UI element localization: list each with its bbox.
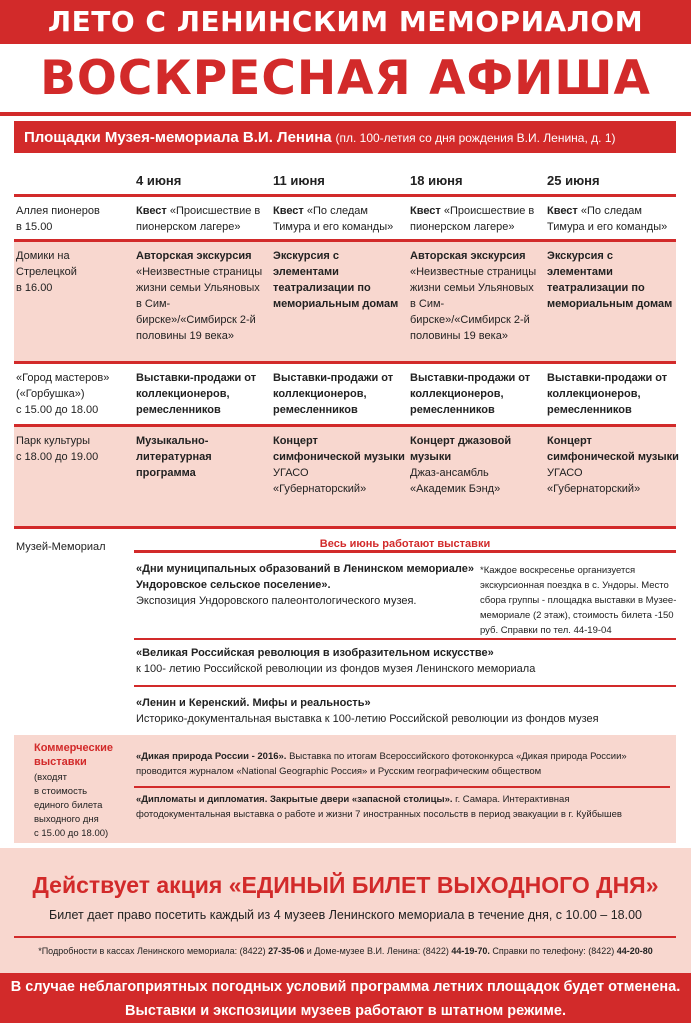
event-cell <box>410 370 542 418</box>
event-cell <box>410 203 542 235</box>
page-title: ВОСКРЕСНАЯ АФИША <box>40 51 651 106</box>
contact-text: Справки по телефону: (8422) <box>489 946 617 956</box>
event-title: Квест <box>410 205 441 217</box>
commercial-item <box>136 792 666 822</box>
commercial-item <box>136 749 666 779</box>
schedule-row <box>14 427 679 529</box>
commercial-item-text: г. Самара. Интерактивная фотодокументальная выставка о работе и жизни 7 иностранных посольств в период эвакуации в г. Куйбышев <box>136 794 622 820</box>
commercial-divider <box>134 786 670 788</box>
header-line-1: ЛЕТО С ЛЕНИНСКИМ МЕМОРИАЛОМ <box>0 0 691 44</box>
exhibition-desc: к 100- летию Российской революции из фондов музея Ленинского мемориала <box>136 663 536 675</box>
weather-notice-line-1: В случае неблагоприятных погодных условий программа летних площадок будет отменена. <box>10 979 681 995</box>
exhibition-item <box>136 695 676 727</box>
event-title: Авторская экскурсия <box>136 250 252 262</box>
ticket-description: Билет дает право посетить каждый из 4 музеев Ленинского мемориала в течение дня, с 10.00 – 18.00 <box>49 908 642 922</box>
weather-notice-line-2: Выставки и экспозиции музеев работают в штатном режиме. <box>125 1003 566 1019</box>
contact-info <box>0 946 691 956</box>
event-title: Квест <box>136 205 167 217</box>
event-title: Экскурсия с элементами театрализации по мемориальным домам <box>273 250 399 310</box>
event-title: Выставки-продажи от коллекционеров, ремесленников <box>136 372 257 416</box>
venue-label: «Город мастеров» («Горбушка») с 15.00 до 18.00 <box>16 372 110 416</box>
venue-bar-address: (пл. 100-летия со дня рождения В.И. Ленина, д. 1) <box>335 131 616 145</box>
commercial-item-title: «Дикая природа России - 2016». <box>136 751 287 762</box>
venue-label: Аллея пионеров в 15.00 <box>16 205 100 233</box>
date-header: 4 июня <box>136 173 182 188</box>
exhibition-title: «Ленин и Керенский. Мифы и реальность» <box>136 697 371 709</box>
event-cell <box>547 203 679 235</box>
museum-venue: Музей-Мемориал <box>16 541 106 553</box>
event-text: «Неизвестные страницы жизни семьи Ульяновых в Сим-бирске»/«Симбирск 2-й половины 19 века» <box>136 266 263 342</box>
event-cell <box>273 203 405 235</box>
commercial-subtitle: (входят в стоимость единого билета выходного дня с 15.00 до 18.00) <box>34 772 109 839</box>
schedule-row <box>14 242 676 364</box>
schedule-table <box>14 163 679 529</box>
excursion-note: *Каждое воскресенье организуется экскурсионная поездка в с. Ундоры. Место сбора группы - площадка выставки в Музее-мемориале (2 этаж), стоимость билета -150 руб. Справки по тел. 44-19-04 <box>480 565 677 636</box>
commercial-section <box>14 735 676 843</box>
event-cell <box>273 248 405 312</box>
event-cell <box>410 433 542 497</box>
event-title: Авторская экскурсия <box>410 250 526 262</box>
commercial-item-title: «Дипломаты и дипломатия. Закрытые двери «запасной столицы». <box>136 794 453 805</box>
header-divider <box>0 112 691 116</box>
event-cell <box>136 248 268 344</box>
event-title: Выставки-продажи от коллекционеров, ремесленников <box>273 372 394 416</box>
exhibition-item <box>136 561 476 609</box>
phone-number: 44-19-70. <box>451 946 490 956</box>
event-cell <box>547 370 679 418</box>
venue-bar <box>14 121 676 153</box>
exhibition-title: «Дни муниципальных образований в Ленинском мемориале» Ундоровское сельское поселение». <box>136 563 474 591</box>
weather-notice <box>0 973 691 1023</box>
event-cell <box>273 370 405 418</box>
event-cell <box>410 248 542 344</box>
exhibition-divider <box>134 638 676 640</box>
event-text: Джаз-ансамбль «Академик Бэнд» <box>410 467 501 495</box>
event-text: «Происшествие в пионерском лагере» <box>410 205 535 233</box>
event-title: Музыкально-литературная программа <box>136 435 212 479</box>
schedule-header <box>14 163 676 197</box>
event-cell <box>273 433 405 497</box>
venue-label: Парк культуры с 18.00 до 19.00 <box>16 435 99 463</box>
event-title: Квест <box>273 205 304 217</box>
event-title: Концерт симфонической музыки <box>547 435 679 463</box>
exhibition-item <box>136 645 676 677</box>
schedule-row <box>14 364 676 427</box>
event-text: «По следам Тимура и его команды» <box>547 205 668 233</box>
ticket-headline: Действует акция «ЕДИНЫЙ БИЛЕТ ВЫХОДНОГО ДНЯ» <box>32 872 659 898</box>
event-cell <box>136 370 268 418</box>
event-text: «Происшествие в пионерском лагере» <box>136 205 261 233</box>
exhibition-divider <box>134 685 676 687</box>
event-title: Экскурсия с элементами театрализации по мемориальным домам <box>547 250 673 310</box>
event-title: Квест <box>547 205 578 217</box>
exhibition-title: «Великая Российская революция в изобразительном искусстве» <box>136 647 494 659</box>
event-cell <box>547 433 679 497</box>
all-month-banner: Весь июнь работают выставки <box>134 535 676 553</box>
exhibition-desc: Историко-документальная выставка к 100-летию Российской революции из фондов музея <box>136 713 599 725</box>
event-title: Выставки-продажи от коллекционеров, ремесленников <box>410 372 531 416</box>
event-title: Концерт джазовой музыки <box>410 435 512 463</box>
phone-number: 44-20-80 <box>616 946 653 956</box>
event-text: УГАСО «Губернаторский» <box>547 467 641 495</box>
venue-label: Домики на Стрелецкой в 16.00 <box>16 250 77 294</box>
date-header: 11 июня <box>273 173 325 188</box>
event-text: УГАСО «Губернаторский» <box>273 467 367 495</box>
ticket-promo <box>0 848 691 973</box>
event-title: Выставки-продажи от коллекционеров, ремесленников <box>547 372 668 416</box>
phone-number: 27-35-06 <box>268 946 305 956</box>
museum-section <box>14 535 676 735</box>
commercial-title: Коммерческие выставки <box>34 742 113 768</box>
schedule-row <box>14 197 676 242</box>
date-header: 18 июня <box>410 173 463 188</box>
event-title: Концерт симфонической музыки <box>273 435 405 463</box>
event-text: «Неизвестные страницы жизни семьи Ульяновых в Сим-бирске»/«Симбирск 2-й половины 19 века» <box>410 266 537 342</box>
ticket-divider <box>14 936 676 938</box>
date-header: 25 июня <box>547 173 600 188</box>
exhibition-desc: Экспозиция Ундоровского палеонтологического музея. <box>136 595 417 607</box>
commercial-item-text: Выставка по итогам Всероссийского фотоконкурса «Дикая природа России» проводится журналом «National Geographic Россия» и Русским географическим обществом <box>136 751 627 777</box>
contact-text: и Доме-музее В.И. Ленина: (8422) <box>304 946 452 956</box>
event-cell <box>136 433 268 481</box>
event-cell <box>136 203 268 235</box>
event-text: «По следам Тимура и его команды» <box>273 205 394 233</box>
venue-bar-title: Площадки Музея-мемориала В.И. Ленина <box>24 129 332 146</box>
event-cell <box>547 248 679 312</box>
contact-text: *Подробности в кассах Ленинского мемориала: (8422) <box>38 946 269 956</box>
